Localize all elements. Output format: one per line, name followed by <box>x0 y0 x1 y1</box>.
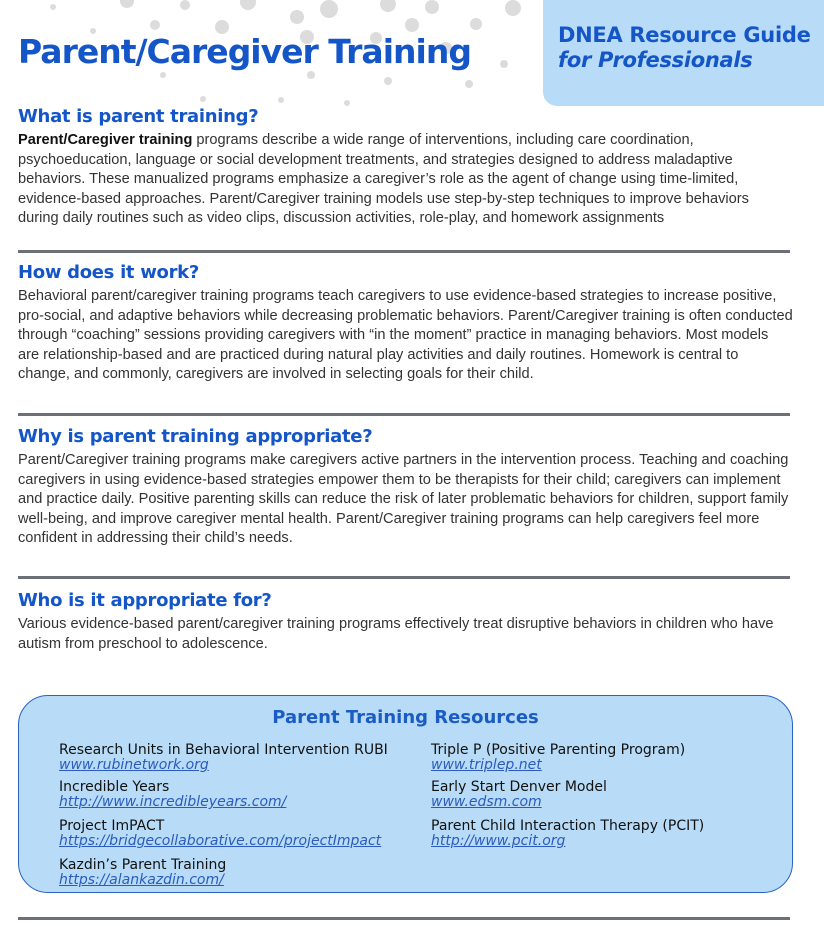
section-body-text: Various evidence-based parent/caregiver training programs effectively treat disruptive behaviors in children who have autism from preschool to adolescence. <box>18 616 774 652</box>
section-why-appropriate <box>18 426 793 549</box>
resource-link[interactable]: https://bridgecollaborative.com/projectImpact <box>59 833 382 849</box>
resource-guide-banner <box>543 0 824 106</box>
section-divider <box>18 250 790 253</box>
resource-item <box>59 742 388 772</box>
resource-link[interactable]: https://alankazdin.com/ <box>59 872 224 888</box>
resources-title: Parent Training Resources <box>272 707 539 728</box>
resource-item <box>431 779 704 809</box>
resources-box <box>18 695 793 893</box>
resource-link[interactable]: www.rubinetwork.org <box>59 757 209 773</box>
resource-item <box>59 857 388 887</box>
resource-name: Project ImPACT <box>59 818 165 834</box>
resource-link[interactable]: http://www.pcit.org <box>431 833 566 849</box>
section-body-text: Parent/Caregiver training programs make caregivers active partners in the intervention process. Teaching and coaching caregivers in using evidence-based strategies empower them to be therapists for their child; caregivers can implement and practice daily. Positive parenting skills can reduce the risk of later problematic behaviors for children, support family well-being, and improve caregiver mental health. Parent/Caregiver training programs can help caregivers feel more confident in addressing their child’s needs. <box>18 452 789 547</box>
section-what-is-parent-training <box>18 106 793 229</box>
page-title: Parent/Caregiver Training <box>18 32 471 71</box>
section-divider <box>18 413 790 416</box>
resource-item <box>431 742 704 772</box>
resource-name: Parent Child Interaction Therapy (PCIT) <box>431 818 705 834</box>
resource-name: Research Units in Behavioral Intervention RUBI <box>59 742 388 758</box>
resource-name: Incredible Years <box>59 779 170 795</box>
section-heading: What is parent training? <box>18 106 259 127</box>
section-how-does-it-work <box>18 262 793 385</box>
resource-link[interactable]: http://www.incredibleyears.com/ <box>59 794 287 810</box>
section-body-text: Behavioral parent/caregiver training programs teach caregivers to use evidence-based strategies to increase positive, pro-social, and adaptive behaviors while decreasing problematic behaviors. Parent/Caregiver training is often conducted through “coaching” sessions providing caregivers with “in the moment” practice in managing behaviors. Most models are relationship-based and are practiced during natural play activities and daily routines. Homework is central to change, and commonly, caregivers are involved in selecting goals for their child. <box>18 288 793 383</box>
guide-subtitle: for Professionals <box>558 48 753 72</box>
guide-title: DNEA Resource Guide <box>558 23 811 47</box>
lead-bold-text: Parent/Caregiver training <box>18 132 193 148</box>
resource-name: Early Start Denver Model <box>431 779 607 795</box>
section-heading: Who is it appropriate for? <box>18 590 272 611</box>
section-body <box>18 131 793 229</box>
section-body-text: programs describe a wide range of interventions, including care coordination, psychoeducation, language or social development treatments, and strategies designed to address maladaptive behaviors. These manualized programs emphasize a caregiver’s role as the agent of change using time-limited, evidence-based approaches. Parent/Caregiver training models use step-by-step techniques to improve behaviors during daily routines such as video clips, discussion activities, role-play, and homework assignments <box>18 132 749 227</box>
resource-item <box>59 779 388 809</box>
resource-link[interactable]: www.triplep.net <box>431 757 542 773</box>
section-heading: How does it work? <box>18 262 199 283</box>
resource-link[interactable]: www.edsm.com <box>431 794 542 810</box>
resources-right-column <box>431 742 704 855</box>
section-who-appropriate <box>18 590 793 654</box>
section-heading: Why is parent training appropriate? <box>18 426 373 447</box>
section-divider <box>18 576 790 579</box>
resource-item <box>431 818 704 848</box>
resource-item <box>59 818 388 848</box>
resources-left-column <box>59 742 388 894</box>
resource-name: Kazdin’s Parent Training <box>59 857 227 873</box>
resource-name: Triple P (Positive Parenting Program) <box>431 742 686 758</box>
footer-divider <box>18 917 790 920</box>
